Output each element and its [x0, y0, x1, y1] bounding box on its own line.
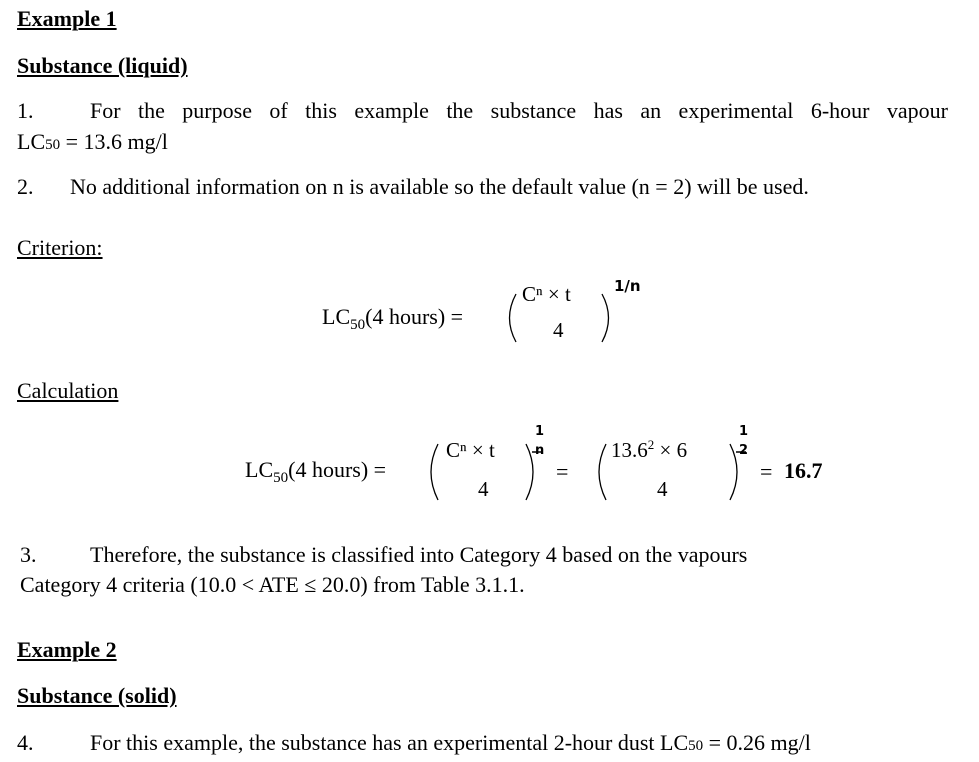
item2-number: 2.: [17, 174, 34, 199]
formula2-exp1-top: 1: [535, 424, 545, 439]
formula2-denominator2: 4: [657, 477, 668, 501]
item1-line1: For the purpose of this example the substance has an experimental 6-hour vapour: [90, 98, 948, 123]
formula2-rest: (4 hours) =: [288, 457, 387, 482]
lc-subscript: 50: [45, 137, 61, 153]
item4-text-b: = 0.26 mg/l: [703, 730, 811, 755]
formula2-result-value: 16.7: [784, 458, 823, 483]
item4-text: [90, 730, 811, 756]
item4-number: 4.: [17, 730, 34, 755]
formula1-lc-sub: 50: [350, 317, 366, 333]
formula2-exp1-bot: n: [535, 443, 545, 458]
formula2-equals: =: [556, 459, 569, 484]
formula2-numerator2: [611, 438, 687, 463]
example2-heading: Example 2: [17, 637, 117, 662]
formula2-numerator1: Cⁿ × t: [446, 438, 495, 462]
formula1-lhs: [322, 304, 464, 333]
lc-value: = 13.6 mg/l: [60, 129, 168, 154]
item2-text: No additional information on n is available so the default value (n = 2) will be used.: [70, 174, 809, 199]
formula1-denominator: 4: [553, 318, 564, 342]
item3-number: 3.: [20, 542, 37, 567]
lc-text: LC: [17, 129, 46, 154]
example1-subheading: Substance (liquid): [17, 53, 188, 78]
formula1-rest: (4 hours) =: [365, 304, 464, 329]
formula1-exponent: 1/n: [614, 277, 641, 295]
example2-subheading: Substance (solid): [17, 683, 177, 708]
formula2-exp2-top: 1: [739, 424, 749, 439]
formula2-result-equals: =: [760, 459, 773, 484]
item1-number: 1.: [17, 98, 34, 123]
formula2-lc: LC: [245, 457, 274, 482]
criterion-label: Criterion:: [17, 235, 103, 260]
formula2-lhs: [245, 457, 387, 486]
numerator2-rest: × 6: [654, 438, 688, 462]
formula2-lc-sub: 50: [273, 470, 289, 486]
formula2-exp2-bot: 2: [739, 443, 749, 458]
formula1-numerator: Cⁿ × t: [522, 282, 571, 306]
item1-line2: [17, 129, 168, 155]
numerator2-base: 13.6: [611, 438, 648, 462]
item4-sub: 50: [688, 738, 704, 754]
example1-heading: Example 1: [17, 6, 117, 31]
formula2-denominator1: 4: [478, 477, 489, 501]
formula1-lc: LC: [322, 304, 351, 329]
numerator2-sup: 2: [647, 437, 655, 452]
item3-line1: Therefore, the substance is classified into Category 4 based on the vapours: [90, 542, 748, 567]
item4-text-a: For this example, the substance has an experimental 2-hour dust LC: [90, 730, 689, 755]
calculation-label: Calculation: [17, 378, 119, 403]
item3-line2: Category 4 criteria (10.0 < ATE ≤ 20.0) from Table 3.1.1.: [20, 572, 525, 597]
formula2-parens: [420, 430, 979, 510]
